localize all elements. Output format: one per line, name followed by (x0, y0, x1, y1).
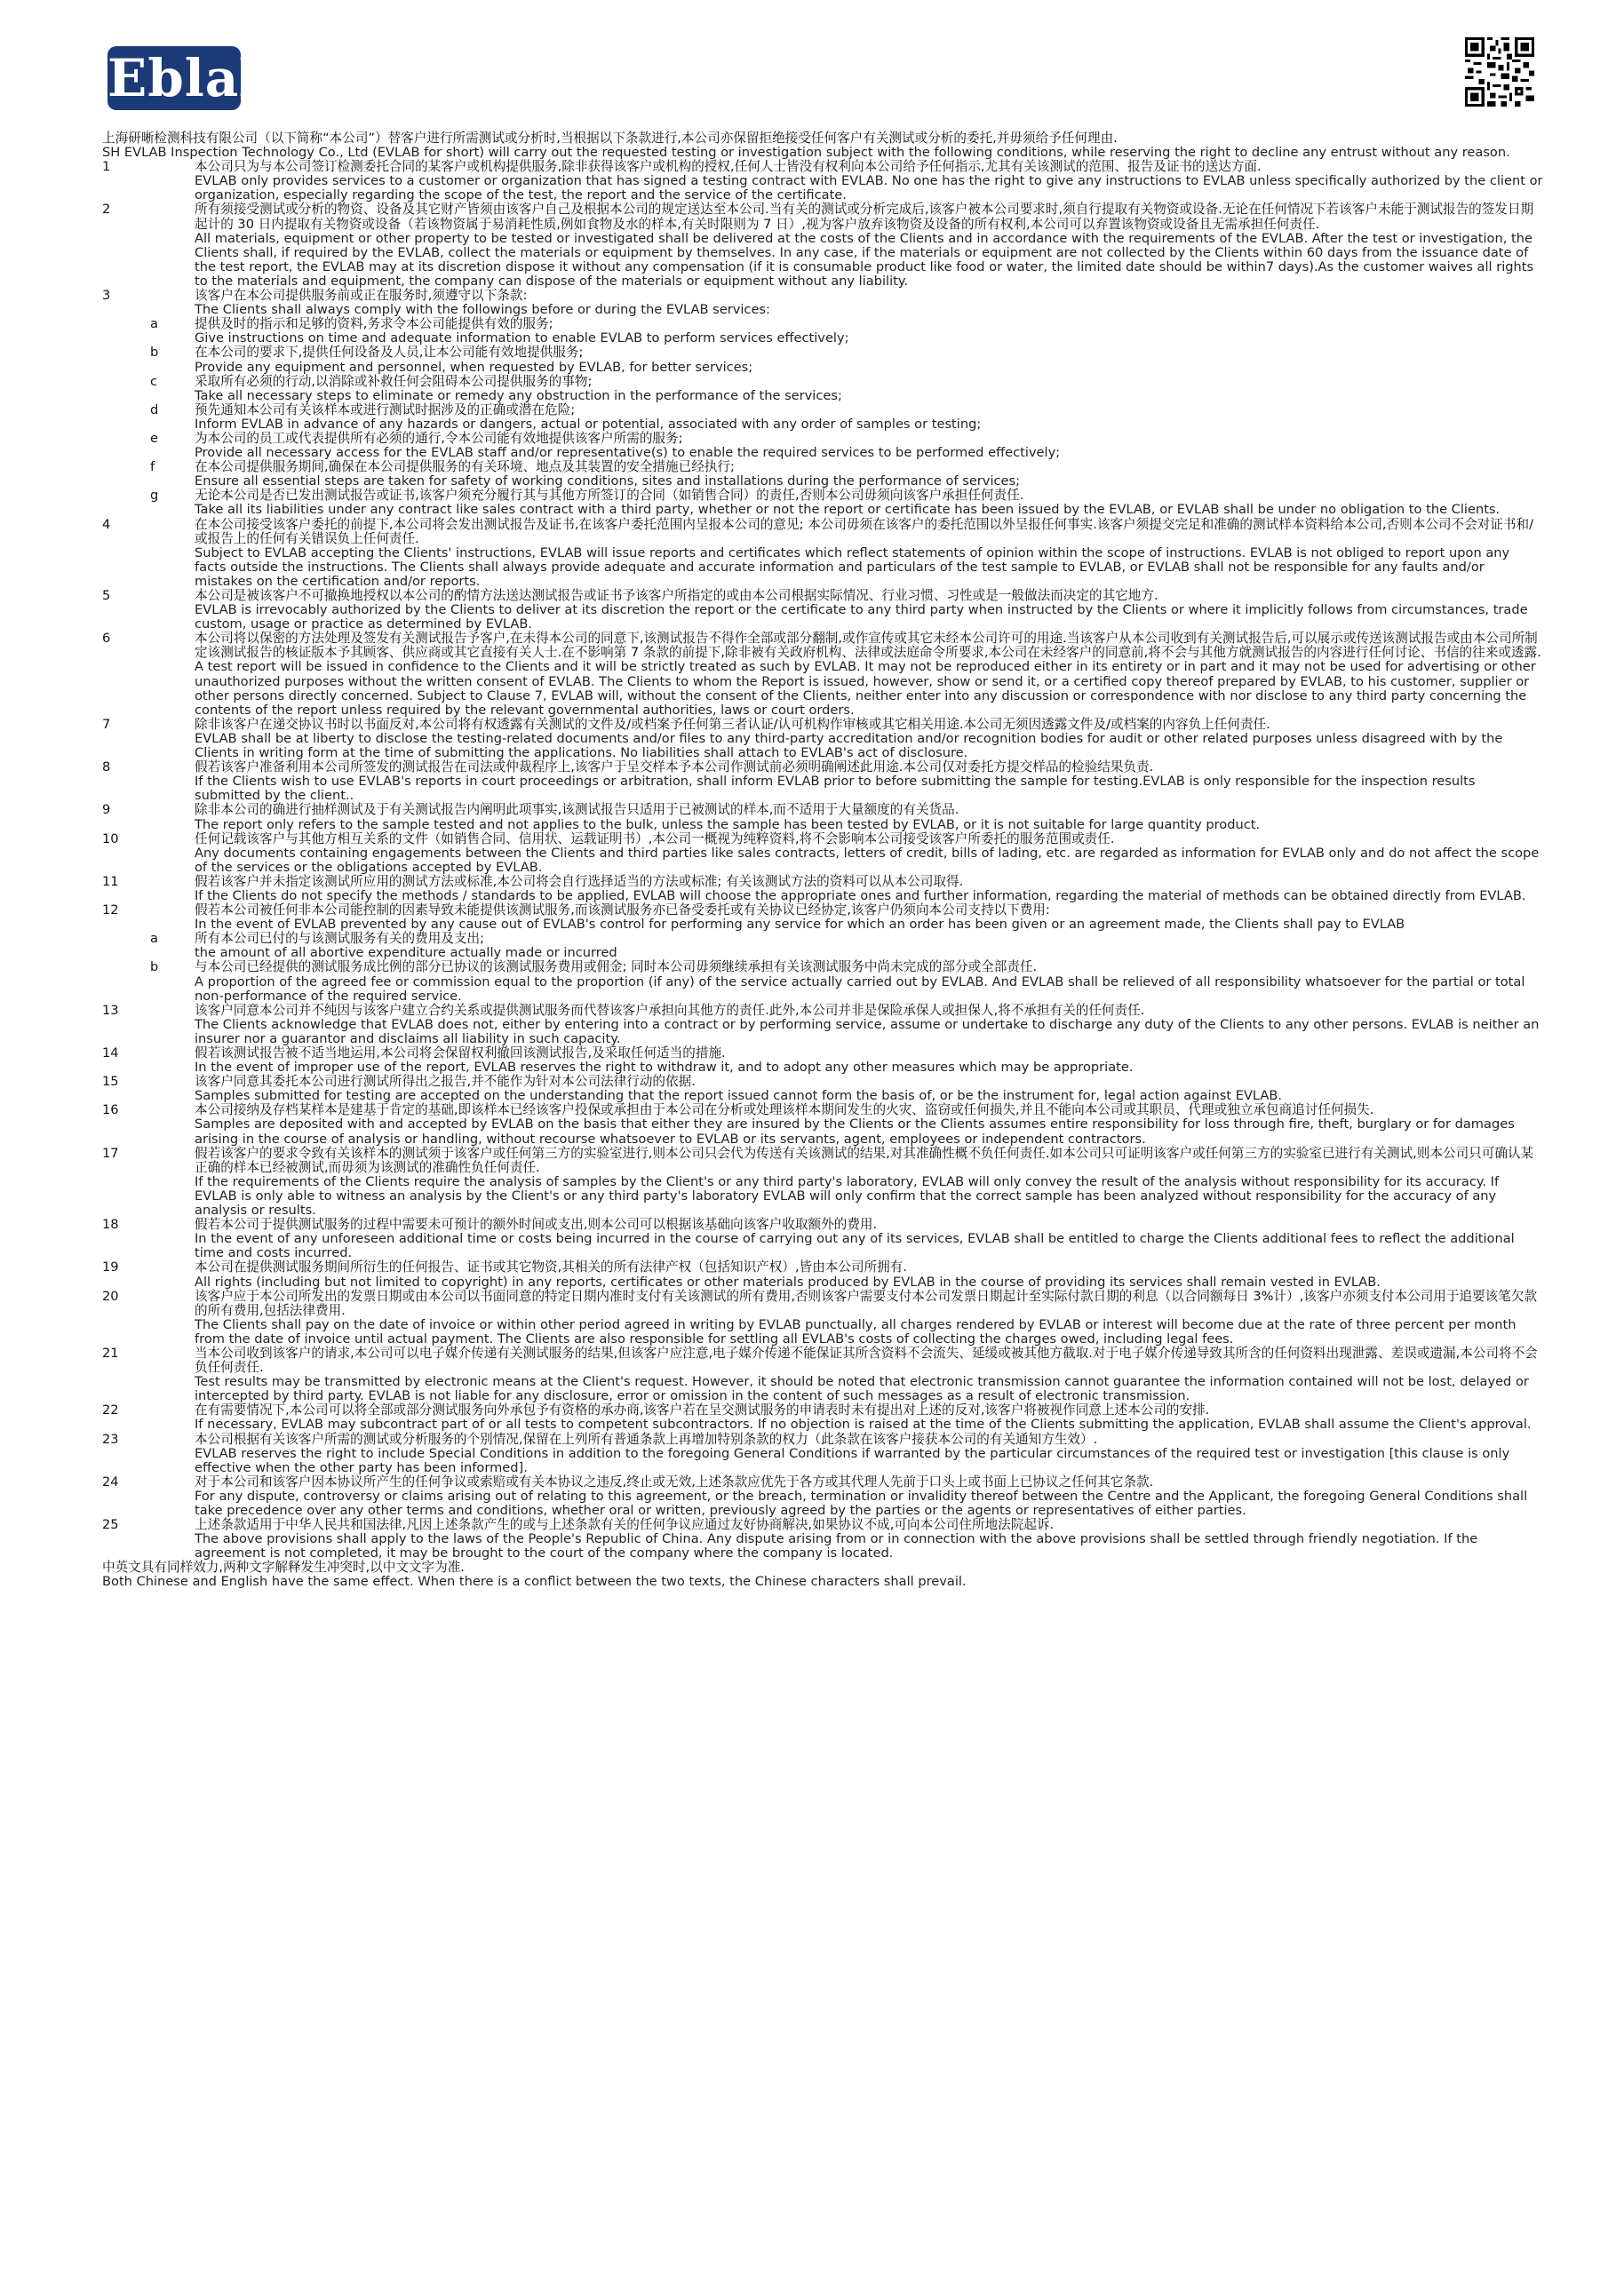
clause-item (102, 1347, 1543, 1403)
clause-text-en: In the event of any unforeseen additional time or costs being incurred in the course of carrying out any of its services, EVLAB shall be entitled to charge the Clients additional fees to reflect the additional time and costs incurred. (195, 1231, 1515, 1261)
sub-item-text-en: the amount of all abortive expenditure actually made or incurred (195, 945, 617, 961)
sub-item-letter: b (150, 345, 159, 361)
clause-text-zh: 对于本公司和该客户因本协议所产生的任何争议或索赔或有关本协议之违反,终止或无效,上述条款应优先于各方或其代理人先前于口头上或书面上已协议之任何其它条款. (195, 1474, 1154, 1490)
sub-item-text-zh: 提供及时的指示和足够的资料,务求令本公司能提供有效的服务; (195, 316, 553, 332)
clause-number: 4 (102, 516, 111, 532)
clause-text-en: The Clients acknowledge that EVLAB does not, either by entering into a contract or by performing service, assume or undertake to discharge any duty of the Clients to any other persons. EVLAB is neither an insurer nor a guarantor and disclaims all liability in such capacity. (195, 1016, 1540, 1046)
clause-text-en: Subject to EVLAB accepting the Clients' instructions, EVLAB will issue reports and certificates which reflect statements of opinion within the scope of instructions. EVLAB is not obliged to report upon any facts outside the instructions. The Clients shall always provide adequate and accurate information and particulars of the test sample to EVLAB, or EVLAB shall not be responsible for any faults and/or mistakes on the certification and/or reports. (195, 544, 1510, 589)
clause-item (102, 1433, 1543, 1475)
sub-item-text-zh: 在本公司的要求下,提供任何设备及人员,让本公司能有效地提供服务; (195, 345, 584, 361)
clause-text-en: If the Clients do not specify the methods / standards to be applied, EVLAB will choose the appropriate ones and further information, regarding the material of methods can be obtained directly from EVLAB. (195, 887, 1526, 903)
sub-item-text-en: Take all its liabilities under any contract like sales contract with a third party, whether or not the report or certificate has been issued by the EVLAB, or EVLAB shall be under no obligation to the Clients. (195, 502, 1501, 518)
company-logo (107, 46, 276, 110)
clause-item (102, 1004, 1543, 1046)
sub-item-text-zh: 为本公司的员工或代表提供所有必须的通行,令本公司能有效地提供该客户所需的服务; (195, 430, 683, 446)
sub-item-letter: a (150, 316, 158, 332)
clause-list (102, 160, 1543, 1561)
intro-zh: 上海研晰检测科技有限公司（以下简称“本公司”）替客户进行所需测试或分析时,当根据以下条款进行,本公司亦保留拒绝接受任何客户有关测试或分析的委托,并毋须给予任何理由. (102, 131, 1118, 146)
clause-number: 1 (102, 159, 111, 175)
clause-text-en: The Clients shall pay on the date of invoice or within other period agreed in writing by EVLAB punctually, all charges rendered by EVLAB or interest will become due at the rate of three percent per month from the date of invoice until actual payment. The Clients are also responsible for settling all EVLAB's costs of collecting the charges owed, including legal fees. (195, 1316, 1517, 1347)
sub-item (150, 488, 1543, 518)
sub-item-letter: g (150, 488, 159, 504)
clause-text-zh: 在本公司接受该客户委托的前提下,本公司将会发出测试报告及证书,在该客户委托范围内呈报本公司的意见; 本公司毋须在该客户的委托范围以外呈报任何事实.该客户须提交完足和准确的测试样本资料给本公司,否则本公司不会对证书和/或报告上的任何有关错误负上任何责任. (195, 516, 1534, 546)
clause-text-en: All materials, equipment or other property to be tested or investigated shall be delivered at the costs of the Clients and in accordance with the requirements of the EVLAB. After the test or investigation, the Clients shall, if required by the EVLAB, collect the materials or equipment by themselves. In any case, if the materials or equipment are not collected by the Clients within 60 days from the issuance date of the test report, the EVLAB may at its discretion dispose it without any compensation (if it is consumable product like food or water, the limited date should be within7 days).As the customer waives all rights to the materials and equipment, the company can dispose of the materials or equipment without any liability. (195, 230, 1534, 289)
closing-en: Both Chinese and English have the same effect. When there is a conflict between the two texts, the Chinese characters shall prevail. (102, 1574, 967, 1590)
clause-text-en: All rights (including but not limited to copyright) in any reports, certificates or other materials produced by EVLAB in the course of providing its services shall remain vested in EVLAB. (195, 1274, 1381, 1290)
clause-number: 10 (102, 830, 119, 846)
clause-item (102, 1403, 1543, 1432)
clause-text-en: If the Clients wish to use EVLAB's reports in court proceedings or arbitration, shall inform EVLAB prior to before submitting the sample for testing.EVLAB is only responsible for the inspection results submitted by the client.. (195, 774, 1476, 804)
clause-item (102, 1518, 1543, 1561)
clause-number: 13 (102, 1002, 119, 1018)
clause-number: 5 (102, 588, 111, 603)
clause-item (102, 1147, 1543, 1218)
clause-number: 8 (102, 759, 111, 775)
clause-item (102, 1103, 1543, 1146)
clause-item (102, 1218, 1543, 1260)
clause-text-en: The above provisions shall apply to the laws of the People's Republic of China. Any dispute arising from or in connection with the above provisions shall be settled through friendly negotiation. If the agreement is not completed, it may be brought to the court of the company where the company is located. (195, 1531, 1478, 1561)
clause-item (102, 632, 1543, 718)
sub-item-text-en: A proportion of the agreed fee or commission equal to the proportion (if any) of the service actually carried out by EVLAB. And EVLAB shall be relieved of all responsibility whatsoever for the partial or total non-performance of the required service. (195, 973, 1525, 1004)
clause-text-en: Test results may be transmitted by electronic means at the Client's request. However, it should be noted that electronic transmission cannot guarantee the information contained will not be lost, delayed or intercepted by third party. EVLAB is not liable for any disclosure, error or omission in the content of such messages as a result of electronic transmission. (195, 1374, 1529, 1404)
sub-item-text-en: Provide any equipment and personnel, when requested by EVLAB, for better services; (195, 359, 753, 375)
clause-text-zh: 当本公司收到该客户的请求,本公司可以电子媒介传递有关测试服务的结果,但该客户应注意,电子媒介传递不能保证其所含资料不会流失、延缓或被其他方截取.对于电子媒介传递导致其所含的任何资料出现泄露、差误或遗漏,本公司将不会负任何责任. (195, 1345, 1538, 1376)
sub-item-text-zh: 采取所有必须的行动,以消除或补救任何会阻碍本公司提供服务的事物; (195, 373, 593, 389)
clause-item (102, 1290, 1543, 1347)
clause-text-en: EVLAB is irrevocably authorized by the Clients to deliver at its discretion the report or the certificate to any third party when instructed by the Clients or where it implicitly follows from circumstances, trade custom, usage or practice as determined by EVLAB. (195, 602, 1528, 632)
clause-item (102, 1475, 1543, 1518)
clause-text-zh: 该客户在本公司提供服务前或正在服务时,须遵守以下条款: (195, 288, 528, 304)
clause-text-en: EVLAB reserves the right to include Special Conditions in addition to the foregoing General Conditions if warranted by the particular circumstances of the required test or investigation [this clause is only effective when the other party has been informed]. (195, 1445, 1510, 1475)
sub-item-text-zh: 所有本公司已付的与该测试服务有关的费用及支出; (195, 931, 484, 947)
sub-item-text-en: Give instructions on time and adequate information to enable EVLAB to perform services effectively; (195, 330, 849, 346)
clause-text-zh: 除非该客户在递交协议书时以书面反对,本公司将有权透露有关测试的文件及/或档案予任何第三者认证/认可机构作审核或其它相关用途.本公司无须因透露文件及/或档案的内容负上任何责任. (195, 716, 1270, 732)
clause-number: 25 (102, 1517, 119, 1533)
sub-item-text-en: Inform EVLAB in advance of any hazards or dangers, actual or potential, associated with any order of samples or testing; (195, 416, 982, 432)
sub-item (150, 401, 1543, 432)
sub-item-text-en: Ensure all essential steps are taken for safety of working conditions, sites and installations during the performance of services; (195, 473, 1021, 489)
clause-number: 24 (102, 1474, 119, 1490)
clause-text-zh: 本公司将以保密的方法处理及签发有关测试报告予客户,在未得本公司的同意下,该测试报告不得作全部或部分翻制,或作宣传或其它未经本公司许可的用途.当该客户从本公司收到有关测试报告后,可以展示或传送该测试报告或由本公司所制定该测试报告的核证版本予其顾客、供应商或其它直接有关人士.在不影响第 7 条款的前提下,除非被有关政府机构、法律或法庭命令所要求,本公司在未经客户的同意前,将不会与其他方就测试报告的内容进行任何讨论、书信的往来或透露. (195, 631, 1541, 661)
clause-number: 3 (102, 288, 111, 304)
clause-text-zh: 假若该测试报告被不适当地运用,本公司将会保留权利撤回该测试报告,及采取任何适当的措施. (195, 1045, 726, 1061)
clause-text-zh: 假若该客户的要求令致有关该样本的测试须于该客户或任何第三方的实验室进行,则本公司只会代为传送有关该测试的结果,对其准确性概不负任何责任.如本公司只可证明该客户或任何第三方的实验室已进行有关测试,则本公司只可确认某正确的样本已经被测试,而毋须为该测试的准确性负任何责任. (195, 1145, 1534, 1175)
intro (102, 131, 1543, 160)
clause-number: 12 (102, 902, 119, 918)
clause-item (102, 1075, 1543, 1103)
clause-item (102, 589, 1543, 632)
sub-item-letter: d (150, 401, 159, 417)
sub-item-text-zh: 在本公司提供服务期间,确保在本公司提供服务的有关环境、地点及其装置的安全措施已经执行; (195, 459, 735, 475)
clause-text-en: Samples are deposited with and accepted by EVLAB on the basis that either they are insured by the Clients or the Clients assumes entire responsibility for loss through fire, theft, burglary or for damages arising in the course of analysis or handling, without recourse whatsoever to EVLAB or its servants, agent, employees or independent contractors. (195, 1116, 1515, 1147)
intro-en: SH EVLAB Inspection Technology Co., Ltd (EVLAB for short) will carry out the requested testing or investigation subject with the following conditions, while reserving the right to decline any entrust without any reason. (102, 145, 1510, 161)
clause-text-zh: 任何记载该客户与其他方相互关系的文件（如销售合同、信用状、运载证明书）,本公司一概视为纯粹资料,将不会影响本公司接受该客户所委托的服务范围或责任. (195, 830, 1115, 846)
clause-text-en: EVLAB shall be at liberty to disclose the testing-related documents and/or files to any third-party accreditation and/or recognition bodies for audit or other related purposes unless disagreed with by the Clients in writing form at the time of submitting the applications. No liabilities shall attach to EVLAB's act of disclosure. (195, 730, 1503, 761)
clause-text-zh: 本公司接纳及存档某样本是建基于肯定的基础,即该样本已经该客户投保或承担由于本公司在分析或处理该样本期间发生的火灾、盗窃或任何损失,并且不能向本公司或其职员、代理或独立承包商追讨任何损失. (195, 1102, 1374, 1118)
clause-item (102, 903, 1543, 1004)
clause-text-en: If necessary, EVLAB may subcontract part of or all tests to competent subcontractors. If no objection is raised at the time of the Clients submitting the application, EVLAB shall assume the Client's approval. (195, 1417, 1532, 1433)
sub-item-text-en: Provide all necessary access for the EVLAB staff and/or representative(s) to enable the required services to be performed effectively; (195, 445, 1061, 461)
clause-number: 19 (102, 1259, 119, 1275)
clause-text-zh: 假若该客户准备利用本公司所签发的测试报告在司法或仲裁程序上,该客户于呈交样本予本公司作测试前必须明确阐述此用途.本公司仅对委托方提交样品的检验结果负责. (195, 759, 1154, 775)
sub-item-text-en: Take all necessary steps to eliminate or remedy any obstruction in the performance of the services; (195, 387, 842, 403)
clause-item (102, 803, 1543, 831)
terms-content (102, 131, 1543, 1590)
clause-text-en: In the event of improper use of the report, EVLAB reserves the right to withdraw it, and to adopt any other measures which may be appropriate. (195, 1060, 1134, 1076)
clause-item (102, 1046, 1543, 1075)
clause-text-zh: 假若本公司于提供测试服务的过程中需要未可预计的额外时间或支出,则本公司可以根据该基础向该客户收取额外的费用. (195, 1217, 878, 1233)
sub-item-letter: e (150, 430, 158, 446)
clause-item (102, 718, 1543, 760)
closing-zh: 中英文具有同样效力,两种文字解释发生冲突时,以中文文字为准. (102, 1560, 465, 1576)
sub-item (150, 430, 1543, 461)
clause-number: 16 (102, 1102, 119, 1118)
clause-number: 18 (102, 1217, 119, 1233)
clause-text-zh: 本公司在提供测试服务期间所衍生的任何报告、证书或其它物资,其相关的所有法律产权（包括知识产权）,皆由本公司所拥有. (195, 1259, 907, 1275)
clause-text-zh: 本公司根据有关该客户所需的测试或分析服务的个别情况,保留在上列所有普通条款上再增加特别条款的权力（此条款在该客户接获本公司的有关通知方生效）. (195, 1431, 1098, 1447)
sub-item (150, 373, 1543, 403)
clause-item (102, 289, 1543, 518)
clause-item (102, 760, 1543, 803)
logo-text: Eblab (107, 48, 276, 108)
clause-text-en: For any dispute, controversy or claims arising out of relating to this agreement, or the breach, termination or invalidity thereof between the Centre and the Applicant, the foregoing General Conditions shall take precedence over any other terms and conditions, whether oral or written, previously agreed by the parties or the agents or representatives of either parties. (195, 1488, 1528, 1518)
clause-text-zh: 该客户应于本公司所发出的发票日期或由本公司以书面同意的特定日期内准时支付有关该测试的所有费用,否则该客户需要支付本公司发票日期起计至实际付款日期的利息（以合同额每日 3%计）,该客户亦须支付本公司用于追要该笔欠款的所有费用,包括法律费用. (195, 1288, 1538, 1318)
sub-item (150, 316, 1543, 346)
clause-item (102, 160, 1543, 203)
clause-text-zh: 本公司是被该客户不可撤换地授权以本公司的酌情方法送达测试报告或证书予该客户所指定的或由本公司根据实际情况、行业习惯、习性或是一般做法而决定的其它地方. (195, 588, 1158, 603)
clause-number: 17 (102, 1145, 119, 1161)
clause-text-zh: 所有须接受测试或分析的物资、设备及其它财产皆须由该客户自己及根据本公司的规定送达至本公司.当有关的测试或分析完成后,该客户被本公司要求时,须自行提取有关物资或设备.无论在任何情况下若该客户未能于测试报告的签发日期起计的 30 日内提取有关物资或设备（若该物资属于易消耗性质,例如食物及水的样本,有关时限则为 7 日）,视为客户放弃该物资及设备的所有权利,本公司可以弃置该物资或设备且无需承担任何责任. (195, 202, 1534, 232)
clause-text-zh: 本公司只为与本公司签订检测委托合同的某客户或机构提供服务,除非获得该客户或机构的授权,任何人士皆没有权利向本公司给予任何指示,尤其有关该测试的范围、报告及证书的送达方面. (195, 159, 1262, 175)
clause-text-zh: 假若该客户并未指定该测试所应用的测试方法或标准,本公司将会自行选择适当的方法或标准; 有关该测试方法的资料可以从本公司取得. (195, 873, 964, 889)
clause-number: 14 (102, 1045, 119, 1061)
clause-number: 15 (102, 1074, 119, 1090)
sub-item-text-zh: 预先通知本公司有关该样本或进行测试时据涉及的正确或潜在危险; (195, 401, 576, 417)
sub-item (150, 459, 1543, 489)
clause-text-en: In the event of EVLAB prevented by any cause out of EVLAB's control for performing any service for which an order has been given or an agreement made, the Clients shall pay to EVLAB (195, 917, 1405, 933)
clause-number: 9 (102, 802, 111, 818)
clause-text-en: Any documents containing engagements between the Clients and third parties like sales contracts, letters of credit, bills of lading, etc. are regarded as information for EVLAB only and do not affect the scope of the services or the obligations accepted by EVLAB. (195, 845, 1540, 875)
clause-item (102, 875, 1543, 903)
clause-item (102, 518, 1543, 589)
clause-text-en: A test report will be issued in confidence to the Clients and it will be strictly treated as such by EVLAB. It may not be reproduced either in its entirety or in part and it may not be used for advertising or other unauthorized purposes without the written consent of EVLAB. The Clients to whom the Report is issued, however, show or send it, or a certified copy thereof prepared by EVLAB, to his customer, supplier or other persons directly concerned. Subject to Clause 7, EVLAB will, without the consent of the Clients, neither enter into any discussion or correspondence with nor disclose to any third party concerning the contents of the report unless required by the relevant governmental authorities, laws or court orders. (195, 659, 1536, 718)
sub-item (150, 959, 1543, 1004)
clause-number: 6 (102, 631, 111, 647)
clause-text-zh: 除非本公司的确进行抽样测试及于有关测试报告内阐明此项事实,该测试报告只适用于已被测试的样本,而不适用于大量额度的有关货品. (195, 802, 959, 818)
clause-text-zh: 在有需要情况下,本公司可以将全部或部分测试服务向外承包予有资格的承办商,该客户若在呈交测试服务的申请表时未有提出对上述的反对,该客户将被视作同意上述本公司的安排. (195, 1402, 1210, 1418)
sub-item-letter: f (150, 459, 155, 475)
sub-item-letter: a (150, 931, 158, 947)
clause-number: 23 (102, 1431, 119, 1447)
clause-text-en: The report only refers to the sample tested and not applies to the bulk, unless the sample has been tested by EVLAB, or it is not suitable for large quantity product. (195, 816, 1261, 832)
sub-item-text-zh: 无论本公司是否已发出测试报告或证书,该客户须充分履行其与其他方所签订的合同（如销售合同）的责任,否则本公司毋须向该客户承担任何责任. (195, 488, 1024, 504)
clause-text-en: EVLAB only provides services to a customer or organization that has signed a testing contract with EVLAB. No one has the right to give any instructions to EVLAB unless specifically authorized by the client or organization, especially regarding the scope of the test, the report and the service of the certificate. (195, 173, 1543, 203)
clause-number: 7 (102, 716, 111, 732)
clause-text-en: The Clients shall always comply with the followings before or during the EVLAB services: (195, 302, 770, 318)
clause-text-en: Samples submitted for testing are accepted on the understanding that the report issued cannot form the basis of, or be the instrument for, legal action against EVLAB. (195, 1088, 1283, 1104)
clause-text-en: If the requirements of the Clients require the analysis of samples by the Client's or any third party's laboratory, EVLAB will only convey the result of the analysis without responsibility for its accuracy. If EVLAB is only able to witness an analysis by the Client's or any third party's laboratory EVLAB will only confirm that the correct sample has been analyzed without responsibility for the accuracy of any analysis or results. (195, 1173, 1500, 1219)
sub-item-text-zh: 与本公司已经提供的测试服务成比例的部分已协议的该测试服务费用或佣金; 同时本公司毋须继续承担有关该测试服务中尚未完成的部分或全部责任. (195, 959, 1038, 975)
clause-item (102, 1260, 1543, 1289)
clause-text-zh: 该客户同意本公司并不纯因与该客户建立合约关系或提供测试服务而代替该客户承担向其他方的责任.此外,本公司并非是保险承保人或担保人,将不承担有关的任何责任. (195, 1002, 1145, 1018)
clause-item (102, 832, 1543, 875)
sub-item-letter: b (150, 959, 159, 975)
qr-code-icon (1465, 37, 1534, 107)
sub-item (150, 345, 1543, 375)
sub-item-letter: c (150, 373, 158, 389)
clause-number: 11 (102, 873, 119, 889)
clause-number: 2 (102, 202, 111, 218)
clause-number: 20 (102, 1288, 119, 1304)
sub-item (150, 931, 1543, 961)
closing (102, 1561, 1543, 1589)
clause-number: 22 (102, 1402, 119, 1418)
clause-text-zh: 上述条款适用于中华人民共和国法律,凡因上述条款产生的或与上述条款有关的任何争议应通过友好协商解决,如果协议不成,可向本公司住所地法院起诉. (195, 1517, 1055, 1533)
clause-text-zh: 该客户同意其委托本公司进行测试所得出之报告,并不能作为针对本公司法律行动的依据. (195, 1074, 696, 1090)
clause-text-zh: 假若本公司被任何非本公司能控制的因素导致未能提供该测试服务,而该测试服务亦已备受委托或有关协议已经协定,该客户仍须向本公司支持以下费用: (195, 902, 1050, 918)
clause-item (102, 203, 1543, 289)
clause-number: 21 (102, 1345, 119, 1361)
